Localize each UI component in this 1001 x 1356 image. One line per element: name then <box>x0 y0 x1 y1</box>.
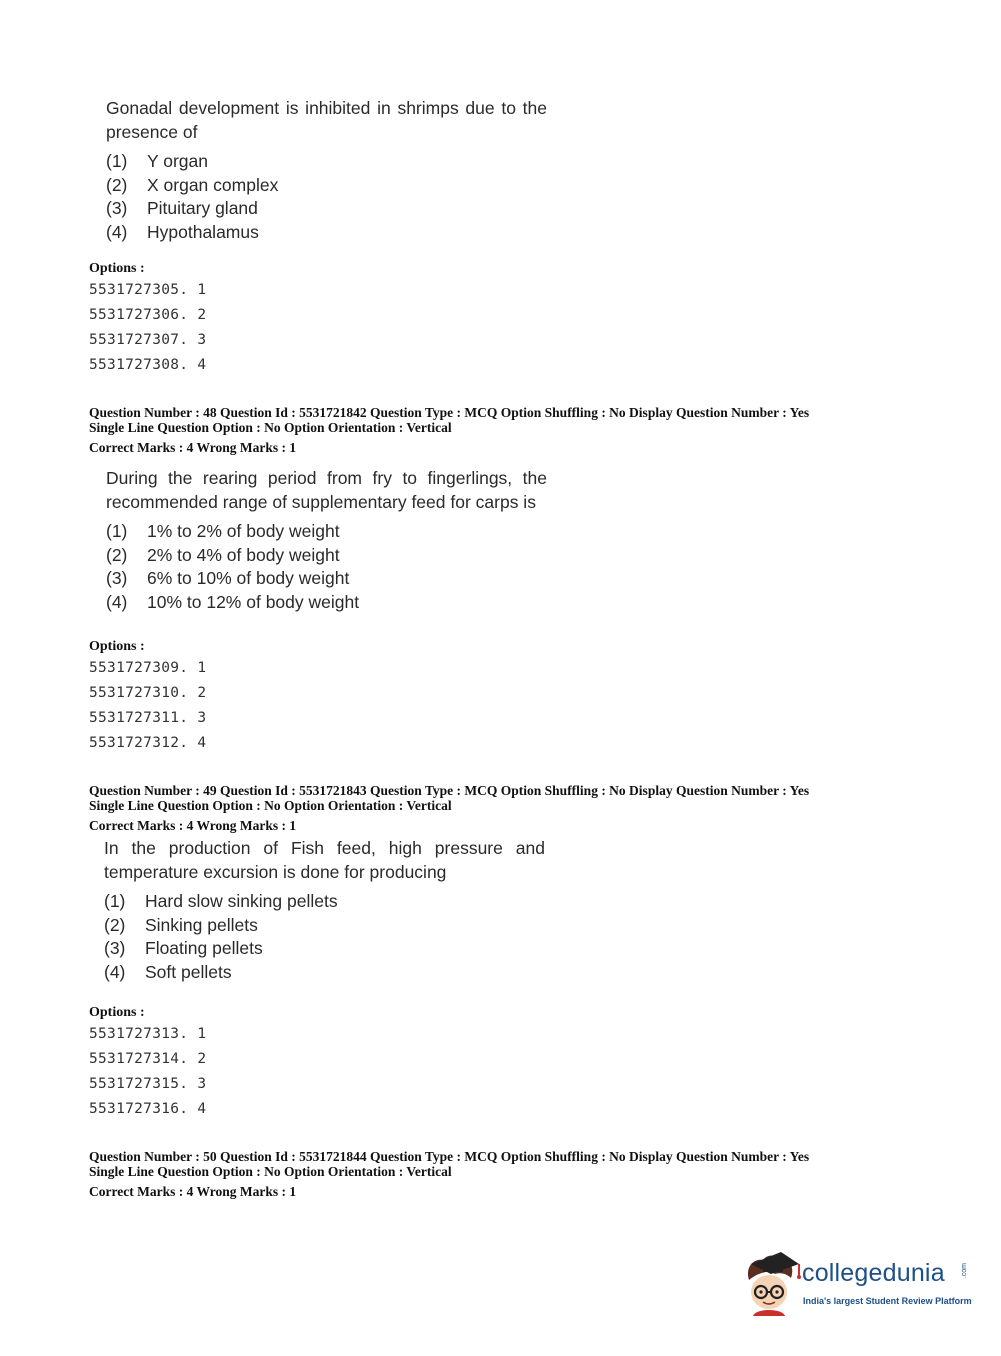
question-47-image <box>106 96 547 244</box>
option-id: 5531727305. 1 <box>89 282 207 298</box>
marks-line: Correct Marks : 4 Wrong Marks : 1 <box>89 1184 297 1199</box>
choice: (4) 10% to 12% of body weight <box>106 591 360 612</box>
question-meta-line: Single Line Question Option : No Option Orientation : Vertical <box>89 798 452 813</box>
question-49-image <box>104 836 545 984</box>
question-47-choices <box>106 150 547 244</box>
choice: (4) Hypothalamus <box>106 221 259 242</box>
options-label: Options : <box>89 261 145 276</box>
choice: (1) Y organ <box>106 151 208 171</box>
option-id: 5531727308. 4 <box>89 357 207 373</box>
option-id: 5531727313. 1 <box>89 1026 207 1042</box>
option-id: 5531727307. 3 <box>89 332 207 348</box>
choice: (3) Floating pellets <box>104 938 263 958</box>
marks-line: Correct Marks : 4 Wrong Marks : 1 <box>89 440 297 455</box>
choice: (2) Sinking pellets <box>104 914 258 935</box>
choice: (3) 6% to 10% of body weight <box>106 568 350 588</box>
question-49-options <box>89 1004 206 1122</box>
mascot-icon <box>741 1250 803 1316</box>
brand-tld: .com <box>961 1263 968 1279</box>
question-meta-line: Question Number : 50 Question Id : 5531721844 Question Type : MCQ Option Shuffling : No Display Question Number : Yes <box>89 1149 810 1164</box>
option-id: 5531727315. 3 <box>89 1076 207 1092</box>
option-id: 5531727312. 4 <box>89 735 207 751</box>
choice: (1) 1% to 2% of body weight <box>106 521 340 541</box>
question-48-image <box>106 466 547 614</box>
option-id: 5531727306. 2 <box>89 307 207 323</box>
question-49-stem: In the production of Fish feed, high pressure and temperature excursion is done for producing <box>104 838 545 882</box>
choice: (3) Pituitary gland <box>106 198 258 218</box>
question-48-meta <box>89 405 889 455</box>
option-id: 5531727311. 3 <box>89 710 207 726</box>
question-48-choices <box>106 520 547 614</box>
question-49-meta <box>89 783 889 833</box>
choice: (2) 2% to 4% of body weight <box>106 544 340 565</box>
question-47-stem: Gonadal development is inhibited in shrimps due to the presence of <box>106 98 547 142</box>
option-id: 5531727309. 1 <box>89 660 207 676</box>
question-meta-line: Question Number : 48 Question Id : 5531721842 Question Type : MCQ Option Shuffling : No Display Question Number : Yes <box>89 405 810 420</box>
question-48-stem: During the rearing period from fry to fingerlings, the recommended range of supplementary feed for carps is <box>106 468 547 512</box>
choice: (1) Hard slow sinking pellets <box>104 891 338 911</box>
option-id: 5531727316. 4 <box>89 1101 207 1117</box>
choice: (2) X organ complex <box>106 174 279 195</box>
question-50-meta <box>89 1149 889 1199</box>
question-meta-line: Single Line Question Option : No Option Orientation : Vertical <box>89 420 452 435</box>
options-label: Options : <box>89 1005 145 1020</box>
question-meta-line: Single Line Question Option : No Option Orientation : Vertical <box>89 1164 452 1179</box>
options-label: Options : <box>89 639 145 654</box>
marks-line: Correct Marks : 4 Wrong Marks : 1 <box>89 818 297 833</box>
question-48-options <box>89 638 206 756</box>
brand-tagline: India's largest Student Review Platform <box>803 1296 972 1306</box>
collegedunia-logo[interactable] <box>741 1250 971 1318</box>
option-id: 5531727314. 2 <box>89 1051 207 1067</box>
brand-name: collegedunia <box>802 1259 945 1287</box>
question-47-options <box>89 260 206 378</box>
choice: (4) Soft pellets <box>104 961 232 982</box>
question-meta-line: Question Number : 49 Question Id : 5531721843 Question Type : MCQ Option Shuffling : No Display Question Number : Yes <box>89 783 810 798</box>
option-id: 5531727310. 2 <box>89 685 207 701</box>
question-49-choices <box>104 890 545 984</box>
